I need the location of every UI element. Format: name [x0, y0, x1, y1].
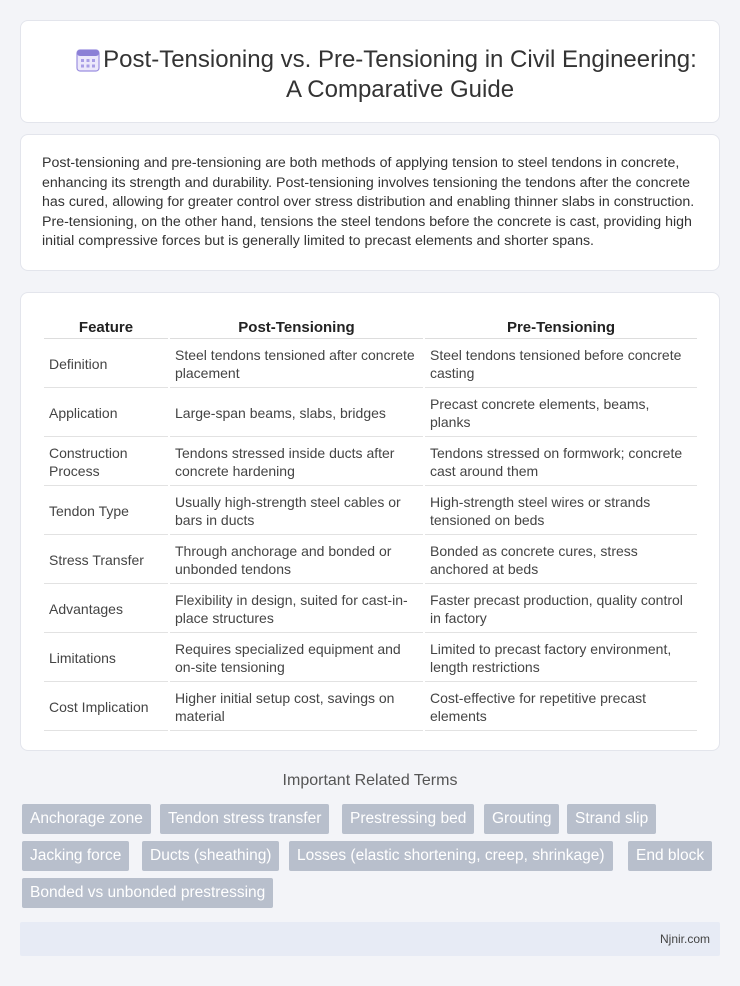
post-tensioning-cell: Requires specialized equipment and on-site tensioning: [170, 635, 423, 682]
header-pre-tensioning: Pre-Tensioning: [425, 317, 697, 339]
feature-cell: Advantages: [44, 586, 168, 633]
table-row: [44, 341, 697, 388]
pre-tensioning-cell: Faster precast production, quality control in factory: [425, 586, 697, 633]
term-chip[interactable]: Losses (elastic shortening, creep, shrinkage): [289, 841, 613, 871]
pre-tensioning-cell: Cost-effective for repetitive precast elements: [425, 684, 697, 731]
post-tensioning-cell: Flexibility in design, suited for cast-in-place structures: [170, 586, 423, 633]
term-chip[interactable]: Tendon stress transfer: [160, 804, 329, 834]
post-tensioning-cell: Higher initial setup cost, savings on material: [170, 684, 423, 731]
table-row: [44, 586, 697, 633]
comparison-card: [20, 292, 720, 751]
feature-cell: Application: [44, 390, 168, 437]
feature-cell: Stress Transfer: [44, 537, 168, 584]
related-terms-heading: Important Related Terms: [282, 772, 458, 789]
term-chip[interactable]: Bonded vs unbonded prestressing: [22, 878, 273, 908]
post-tensioning-cell: Large-span beams, slabs, bridges: [170, 390, 423, 437]
table-row: [44, 390, 697, 437]
title-card: [20, 20, 720, 123]
pre-tensioning-cell: Limited to precast factory environment, length restrictions: [425, 635, 697, 682]
table-row: [44, 684, 697, 731]
pre-tensioning-cell: High-strength steel wires or strands tensioned on beds: [425, 488, 697, 535]
table-row: [44, 439, 697, 486]
page-title: Post-Tensioning vs. Pre-Tensioning in Civil Engineering: A Comparative Guide: [103, 46, 697, 103]
table-row: [44, 635, 697, 682]
term-chip[interactable]: Anchorage zone: [22, 804, 151, 834]
term-chip[interactable]: Jacking force: [22, 841, 129, 871]
comparison-table: [42, 315, 699, 733]
feature-cell: Definition: [44, 341, 168, 388]
intro-card: [20, 134, 720, 271]
term-chip[interactable]: Strand slip: [567, 804, 656, 834]
footer-site-link[interactable]: Njnir.com: [659, 932, 710, 946]
term-chip[interactable]: Grouting: [484, 804, 559, 834]
calendar-icon: [75, 47, 101, 73]
term-chip[interactable]: End block: [628, 841, 712, 871]
term-chip[interactable]: Prestressing bed: [342, 804, 474, 834]
feature-cell: Cost Implication: [44, 684, 168, 731]
post-tensioning-cell: Tendons stressed inside ducts after concrete hardening: [170, 439, 423, 486]
post-tensioning-cell: Steel tendons tensioned after concrete placement: [170, 341, 423, 388]
footer-bar: [20, 922, 720, 956]
term-chip[interactable]: Ducts (sheathing): [142, 841, 279, 871]
table-row: [44, 537, 697, 584]
pre-tensioning-cell: Bonded as concrete cures, stress anchored at beds: [425, 537, 697, 584]
feature-cell: Construction Process: [44, 439, 168, 486]
pre-tensioning-cell: Steel tendons tensioned before concrete casting: [425, 341, 697, 388]
post-tensioning-cell: Through anchorage and bonded or unbonded tendons: [170, 537, 423, 584]
intro-paragraph: Post-tensioning and pre-tensioning are both methods of applying tension to steel tendons in concrete, enhancing its strength and durability. Post-tensioning involves tensioning the tendons after the concrete has cured, allowing for greater control over stress distribution and enabling thinner slabs in construction. Pre-tensioning, on the other hand, tensions the steel tendons before the concrete is cast, providing high initial compressive forces but is generally limited to precast elements and shorter spans.: [42, 155, 695, 250]
pre-tensioning-cell: Tendons stressed on formwork; concrete cast around them: [425, 439, 697, 486]
pre-tensioning-cell: Precast concrete elements, beams, planks: [425, 390, 697, 437]
post-tensioning-cell: Usually high-strength steel cables or bars in ducts: [170, 488, 423, 535]
header-post-tensioning: Post-Tensioning: [170, 317, 423, 339]
table-row: [44, 488, 697, 535]
feature-cell: Tendon Type: [44, 488, 168, 535]
table-header-row: [44, 317, 697, 339]
header-feature: Feature: [44, 317, 168, 339]
feature-cell: Limitations: [44, 635, 168, 682]
